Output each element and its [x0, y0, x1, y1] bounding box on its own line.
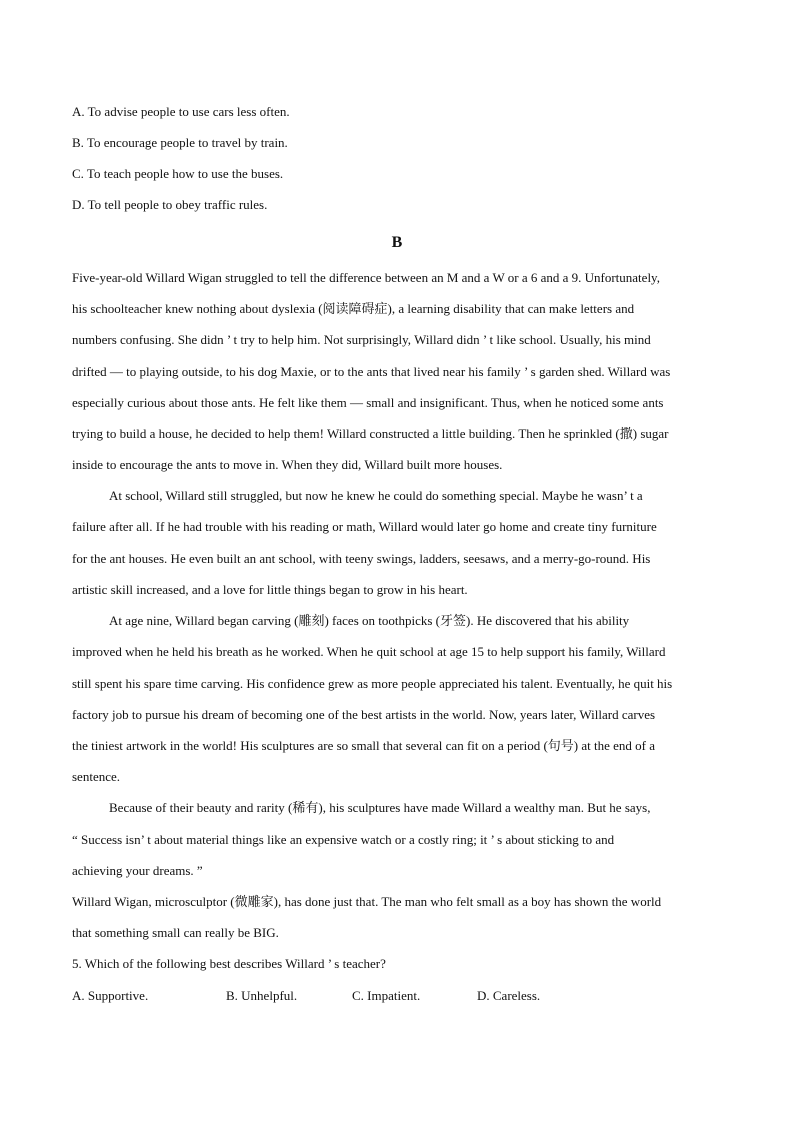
- section-title: B: [391, 234, 403, 251]
- passage-line: artistic skill increased, and a love for little things began to grow in his heart.: [72, 582, 468, 597]
- question-5-option-d: D. Careless.: [477, 988, 541, 1003]
- passage-line: Because of their beauty and rarity (稀有), his sculptures have made Willard a wealthy man. But he says,: [109, 800, 651, 815]
- passage-line: for the ant houses. He even built an ant school, with teeny swings, ladders, seesaws, and a merry-go-round. His: [72, 551, 651, 566]
- passage-line: factory job to pursue his dream of becoming one of the best artists in the world. Now, years later, Willard carves: [72, 707, 656, 722]
- question-5-option-c: C. Impatient.: [352, 988, 421, 1003]
- prev-option-c: C. To teach people how to use the buses.: [72, 166, 284, 181]
- passage-line: “ Success isn’ t about material things like an expensive watch or a costly ring; it ’ s about sticking to and: [72, 832, 615, 847]
- prev-option-b: B. To encourage people to travel by train.: [72, 135, 288, 150]
- passage-line: sentence.: [72, 769, 121, 784]
- passage-line: numbers confusing. She didn ’ t try to help him. Not surprisingly, Willard didn ’ t like school. Usually, his mind: [72, 332, 651, 347]
- passage-line: Five-year-old Willard Wigan struggled to tell the difference between an M and a W or a 6 and a 9. Unfortunately,: [72, 270, 660, 285]
- passage-line: inside to encourage the ants to move in. When they did, Willard built more houses.: [72, 457, 503, 472]
- passage-line: achieving your dreams. ”: [72, 863, 203, 878]
- question-5-option-a: A. Supportive.: [72, 988, 149, 1003]
- passage-line: especially curious about those ants. He felt like them — small and insignificant. Thus, when he noticed some ants: [72, 395, 664, 410]
- passage-line: still spent his spare time carving. His confidence grew as more people appreciated his talent. Eventually, he quit his: [72, 676, 673, 691]
- question-5-option-b: B. Unhelpful.: [226, 988, 298, 1003]
- passage-line: At age nine, Willard began carving (雕刻) faces on toothpicks (牙签). He discovered that his ability: [109, 613, 630, 628]
- passage-line: Willard Wigan, microsculptor (微雕家), has done just that. The man who felt small as a boy has shown the world: [72, 894, 662, 909]
- prev-option-d: D. To tell people to obey traffic rules.: [72, 197, 268, 212]
- passage-line: trying to build a house, he decided to help them! Willard constructed a little building. Then he sprinkled (撒) sugar: [72, 426, 669, 441]
- question-5-stem: 5. Which of the following best describes Willard ’ s teacher?: [72, 956, 386, 971]
- passage-line: the tiniest artwork in the world! His sculptures are so small that several can fit on a period (句号) at the end of a: [72, 738, 656, 753]
- passage-line: drifted — to playing outside, to his dog Maxie, or to the ants that lived near his family ’ s garden shed. Willard was: [72, 364, 671, 379]
- passage-line: that something small can really be BIG.: [72, 925, 279, 940]
- passage-line: failure after all. If he had trouble with his reading or math, Willard would later go home and create tiny furniture: [72, 519, 657, 534]
- passage-line: his schoolteacher knew nothing about dyslexia (阅读障碍症), a learning disability that can make letters and: [72, 301, 635, 316]
- prev-option-a: A. To advise people to use cars less often.: [72, 104, 290, 119]
- passage-line: improved when he held his breath as he worked. When he quit school at age 15 to help support his family, Willard: [72, 644, 666, 659]
- passage-line: At school, Willard still struggled, but now he knew he could do something special. Maybe he wasn’ t a: [109, 488, 643, 503]
